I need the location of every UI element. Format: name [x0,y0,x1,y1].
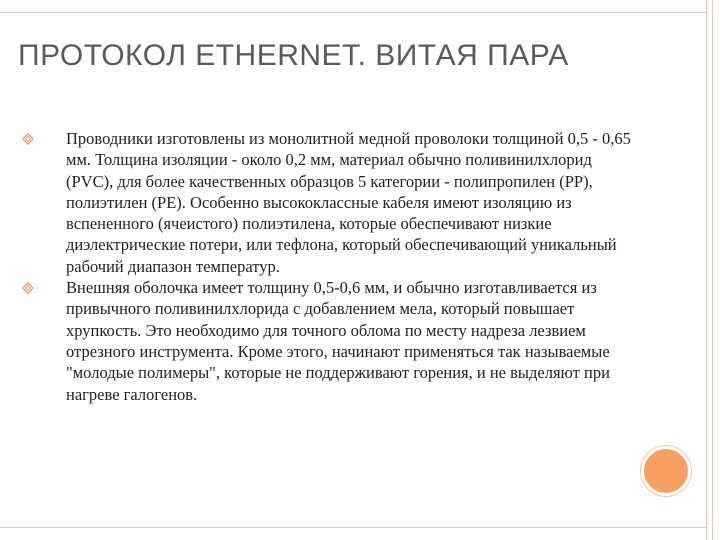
diamond-bullet-icon [22,133,34,145]
bullet-item [18,277,638,405]
bullet-list [18,128,638,405]
bullet-item [18,128,638,277]
diamond-bullet-icon [22,282,34,294]
decorative-circle [641,446,691,496]
slide-title: ПРОТОКОЛ ETHERNET. ВИТАЯ ПАРА [18,39,569,72]
bullet-text: Проводники изготовлены из монолитной медной проволоки толщиной 0,5 - 0,65 мм. Толщина изоляции - около 0,2 мм, материал обычно поливинилхлорид (PVC), для более качественных образцов 5 категории - полипропилен (PP), полиэтилен (PE). Особенно высококлассные кабеля имеют изоляцию из вспененного (ячеистого) полиэтилена, которые обеспечивают низкие диэлектрические потери, или тефлона, который обеспечивающий уникальный рабочий диапазон температур. [66,129,631,276]
frame-bottom-line [0,527,706,528]
frame-right-line [706,0,707,540]
bullet-text: Внешняя оболочка имеет толщину 0,5-0,6 мм, и обычно изготавливается из привычного поливинилхлорида с добавлением мела, который повышает хрупкость. Это необходимо для точного облома по месту надреза лезвием отрезного инструмента. Кроме этого, начинают применяться так называемые "молодые полимеры", которые не поддерживают горения, и не выделяют при нагреве галогенов. [66,278,610,404]
frame-right-outer-line [712,0,713,540]
frame-top-line [0,12,706,13]
